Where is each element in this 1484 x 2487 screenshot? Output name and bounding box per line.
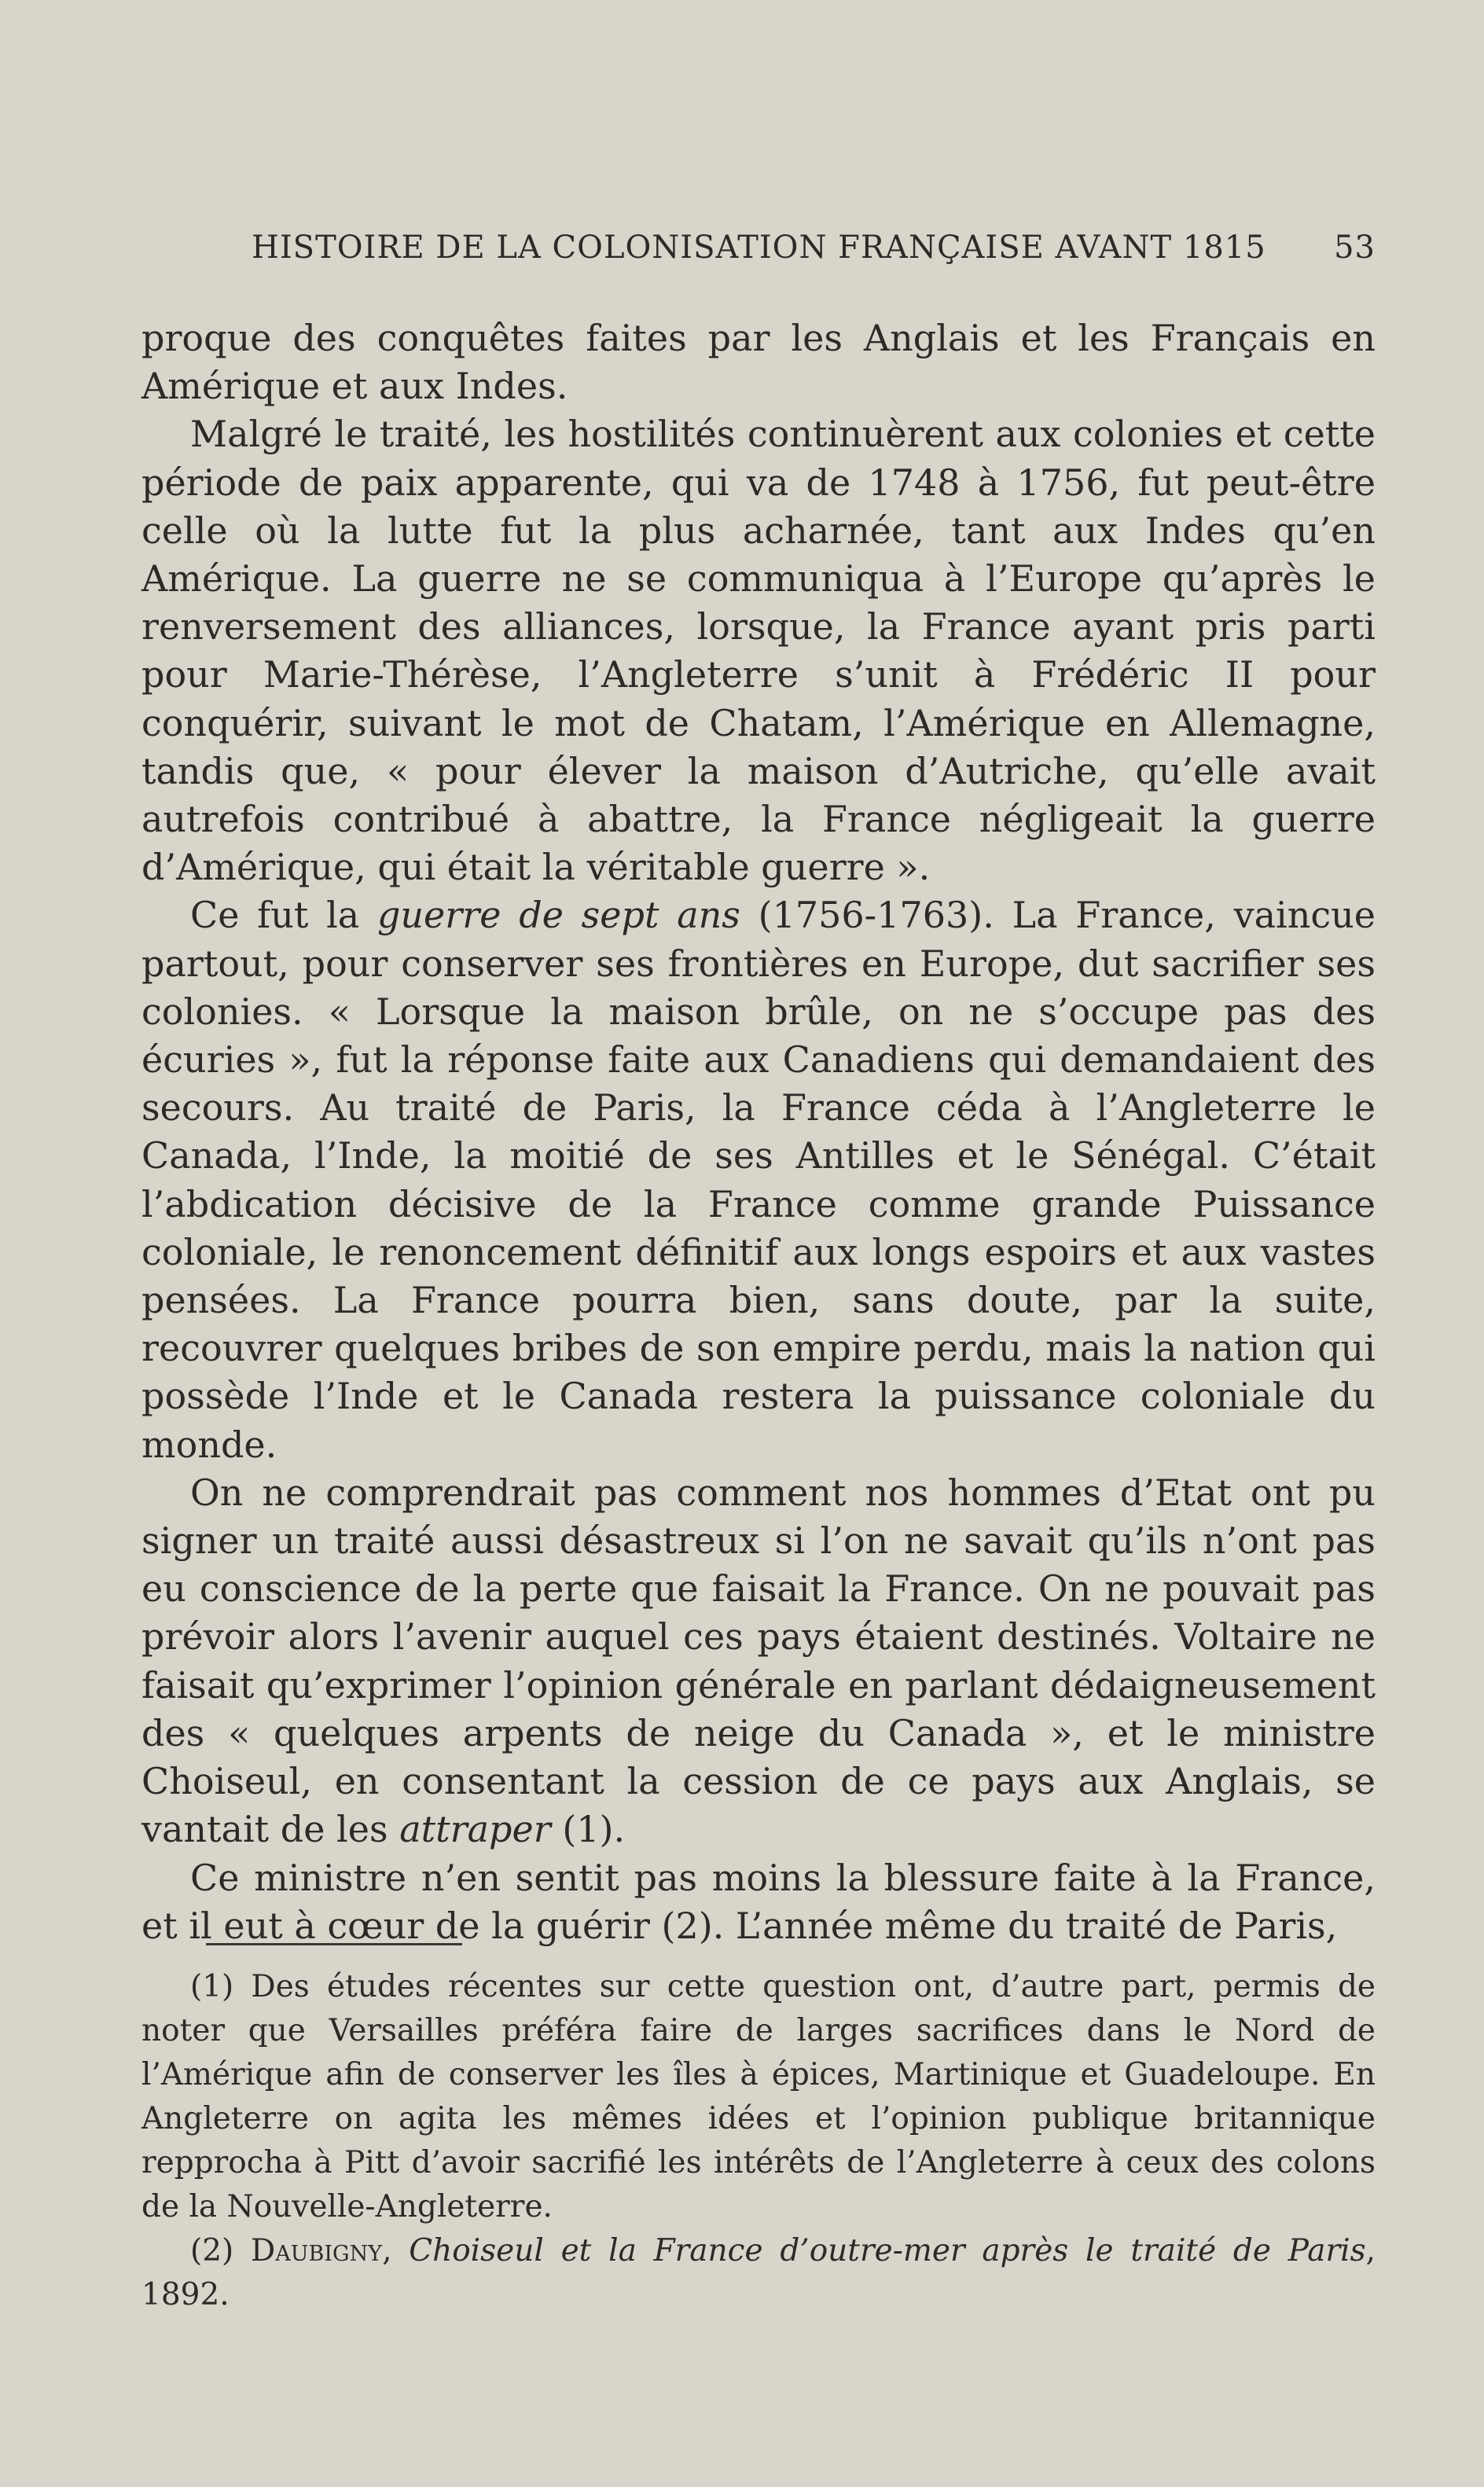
paragraph: Ce ministre n’en sentit pas moins la blessure faite à la France, et il eut à cœur de la guérir (2). L’année même du traité de Paris,	[141, 1856, 1376, 1947]
footnote: (1) Des études récentes sur cette question ont, d’autre part, permis de noter que Versailles préféra faire de larges sacrifices dans le Nord de l’Amérique afin de conserver les îles à épices, Martinique et Guadeloupe. En Angleterre on agita les mêmes idées et l’opinion publique britannique repprocha à Pitt d’avoir sacrifié les intérêts de l’Angleterre à ceux des colons de la Nouvelle-Angleterre.	[141, 1969, 1376, 2224]
footnotes	[141, 1965, 1376, 2317]
text-run: On ne comprendrait pas comment nos hommes d’Etat ont pu signer un traité aussi désastreux si l’on ne savait qu’ils n’ont pas eu conscience de la perte que faisait la France. On ne pouvait pas prévoir alors l’avenir auquel ces pays étaient destinés. Voltaire ne faisait qu’exprimer l’opinion générale en parlant dédaigneusement des « quelques arpents de neige du Canada », et le ministre Choiseul, en consentant la cession de ce pays aux Anglais, se vantait de les	[141, 1471, 1376, 1851]
paragraph	[141, 1469, 1376, 1854]
footnote-title: Choiseul et la France d’outre-mer après le traité de Paris	[409, 2233, 1366, 2268]
page-number: 53	[1334, 230, 1376, 266]
text-run: (1).	[550, 1808, 626, 1851]
footnote-author: Daubigny	[251, 2233, 383, 2268]
paragraph: Malgré le traité, les hostilités continuèrent aux colonies et cette période de paix apparente, qui va de 1748 à 1756, fut peut-être celle où la lutte fut la plus acharnée, tant aux Indes qu’en Amérique. La guerre ne se communiqua à l’Europe qu’après le renversement des alliances, lorsque, la France ayant pris parti pour Marie-Thérèse, l’Angleterre s’unit à Frédéric II pour conquérir, suivant le mot de Chatam, l’Amérique en Allemagne, tandis que, « pour élever la maison d’Autriche, qu’elle avait autrefois contribué à abattre, la France négligeait la guerre d’Amérique, qui était la véritable guerre ».	[141, 413, 1376, 889]
paragraph	[141, 891, 1376, 1468]
italic-run: guerre de sept ans	[377, 894, 740, 937]
text-run: (1756-1763). La France, vaincue partout, pour conserver ses frontières en Europe, dut sacrifier ses colonies. « Lorsque la maison brûle, on ne s’occupe pas des écuries », fut la réponse faite aux Canadiens qui demandaient des secours. Au traité de Paris, la France céda à l’Angleterre le Canada, l’Inde, la moitié de ses Antilles et le Sénégal. C’était l’abdication décisive de la France comme grande Puissance coloniale, le renoncement définitif aux longs espoirs et aux vastes pensées. La France pourra bien, sans doute, par la suite, recouvrer quelques bribes de son empire perdu, mais la nation qui possède l’Inde et le Canada restera la puissance coloniale du monde.	[141, 894, 1376, 1466]
text-run: , 1892.	[141, 2233, 1376, 2313]
paragraph: proque des conquêtes faites par les Anglais et les Français en Amérique et aux Indes.	[141, 317, 1376, 408]
italic-run: attraper	[399, 1808, 551, 1851]
running-title: HISTOIRE DE LA COLONISATION FRANÇAISE AVANT 1815	[252, 230, 1266, 266]
body-text	[141, 314, 1376, 1950]
footnote-number: (2)	[190, 2233, 252, 2268]
footnote	[141, 2229, 1376, 2317]
footnote-rule	[206, 1943, 462, 1945]
text-run: Ce fut la	[190, 894, 377, 937]
text-run: ,	[382, 2233, 410, 2268]
